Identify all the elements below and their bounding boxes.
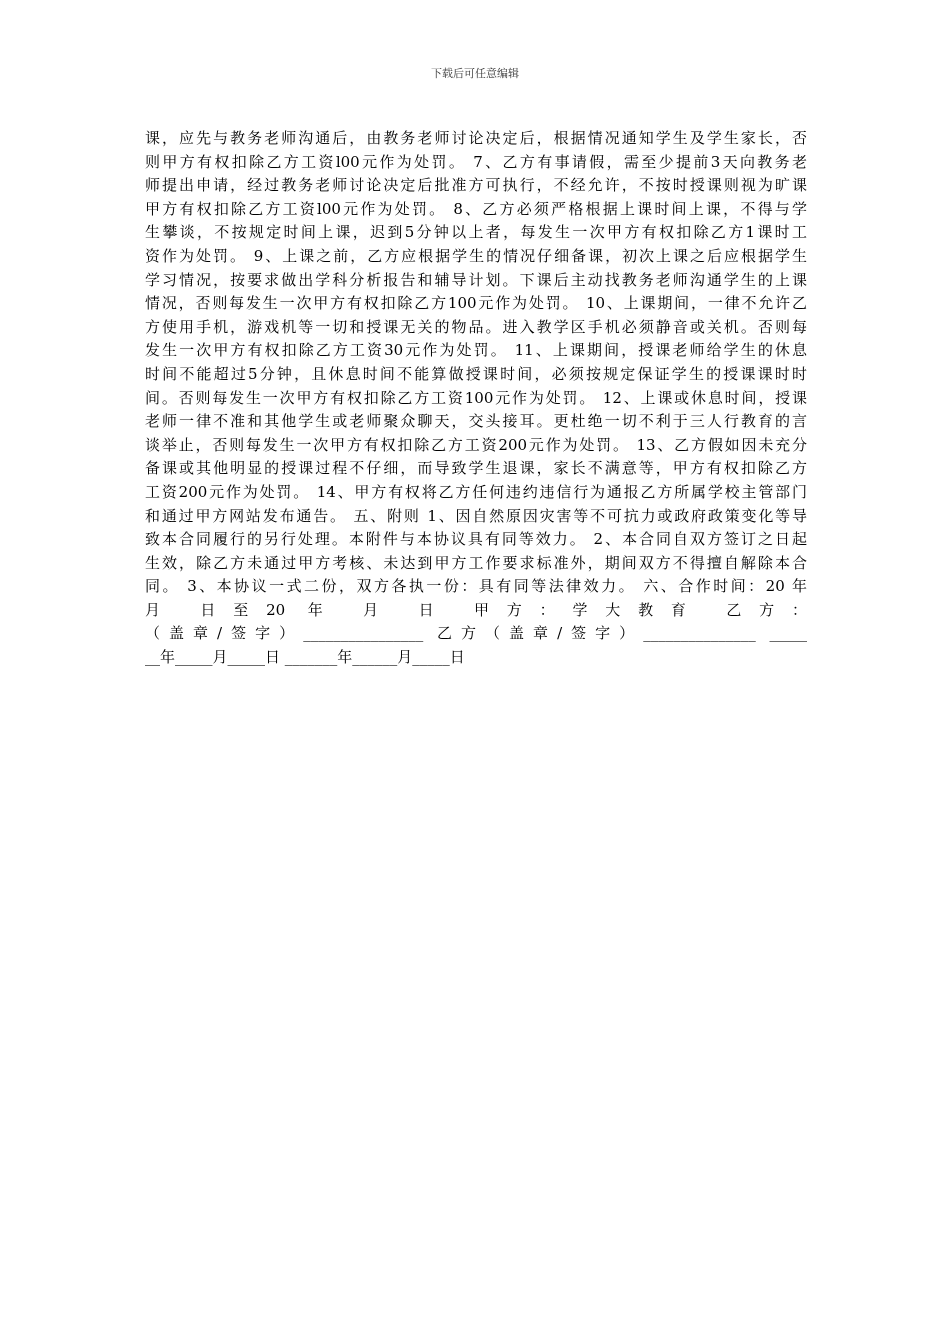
body-line: 学习情况，按要求做出学科分析报告和辅导计划。下课后主动找教务老师沟通学生的上课 xyxy=(145,270,807,289)
body-line: 则甲方有权扣除乙方工资l00元作为处罚。 7、乙方有事请假，需至少提前3天向教务老 xyxy=(145,152,807,171)
body-line: 备课或其他明显的授课过程不仔细，而导致学生退课，家长不满意等，甲方有权扣除乙方 xyxy=(145,459,807,478)
signature-line-stamps: （盖章/签字）________________ 乙方（盖章/签字）_______________ _____ xyxy=(145,624,807,643)
body-line: 同。 3、本协议一式二份，双方各执一份：具有同等法律效力。 六、合作时间：20 年 xyxy=(145,577,807,596)
body-line: 间。否则每发生一次甲方有权扣除乙方工资100元作为处罚。 12、上课或休息时间，授课 xyxy=(145,388,807,407)
body-line: 课，应先与教务老师沟通后，由教务老师讨论决定后，根据情况通知学生及学生家长，否 xyxy=(145,129,807,147)
body-line: 老师一律不准和其他学生或老师聚众聊天，交头接耳。更杜绝一切不利于三人行教育的言 xyxy=(145,412,807,431)
contract-body xyxy=(145,127,807,670)
signature-line-dates: 月 日至20 年 月 日 甲方：学大教育 乙方： xyxy=(145,600,807,619)
body-line: 时间不能超过5分钟，且休息时间不能算做授课时间，必须按规定保证学生的授课课时时 xyxy=(145,364,807,383)
body-line: 情况，否则每发生一次甲方有权扣除乙方100元作为处罚。 10、上课期间，一律不允许乙 xyxy=(145,294,807,313)
body-line: 发生一次甲方有权扣除乙方工资30元作为处罚。 11、上课期间，授课老师给学生的休息 xyxy=(145,341,807,360)
body-line: 和通过甲方网站发布通告。 五、附则 1、因自然原因灾害等不可抗力或政府政策变化等导 xyxy=(145,506,807,525)
body-line: 生攀谈，不按规定时间上课，迟到5分钟以上者，每发生一次甲方有权扣除乙方1课时工 xyxy=(145,223,807,242)
body-line: 致本合同履行的另行处理。本附件与本协议具有同等效力。 2、本合同自双方签订之日起 xyxy=(145,530,807,549)
body-line: 工资200元作为处罚。 14、甲方有权将乙方任何违约违信行为通报乙方所属学校主管部门 xyxy=(145,482,807,501)
body-line: 资作为处罚。 9、上课之前，乙方应根据学生的情况仔细备课，初次上课之后应根据学生 xyxy=(145,246,807,265)
signature-line-blanks: __年_____月_____日 _______年______月_____日 xyxy=(145,648,465,667)
body-line: 甲方有权扣除乙方工资l00元作为处罚。 8、乙方必须严格根据上课时间上课，不得与学 xyxy=(145,199,807,218)
body-line: 生效，除乙方未通过甲方考核、未达到甲方工作要求标准外，期间双方不得擅自解除本合 xyxy=(145,553,807,572)
body-line: 师提出申请，经过教务老师讨论决定后批准方可执行，不经允许，不按时授课则视为旷课 xyxy=(145,176,807,195)
body-line: 方使用手机，游戏机等一切和授课无关的物品。进入教学区手机必须静音或关机。否则每 xyxy=(145,317,807,336)
body-line: 谈举止，否则每发生一次甲方有权扣除乙方工资200元作为处罚。 13、乙方假如因未充分 xyxy=(145,435,807,454)
page-header: 下载后可任意编辑 xyxy=(431,67,519,80)
